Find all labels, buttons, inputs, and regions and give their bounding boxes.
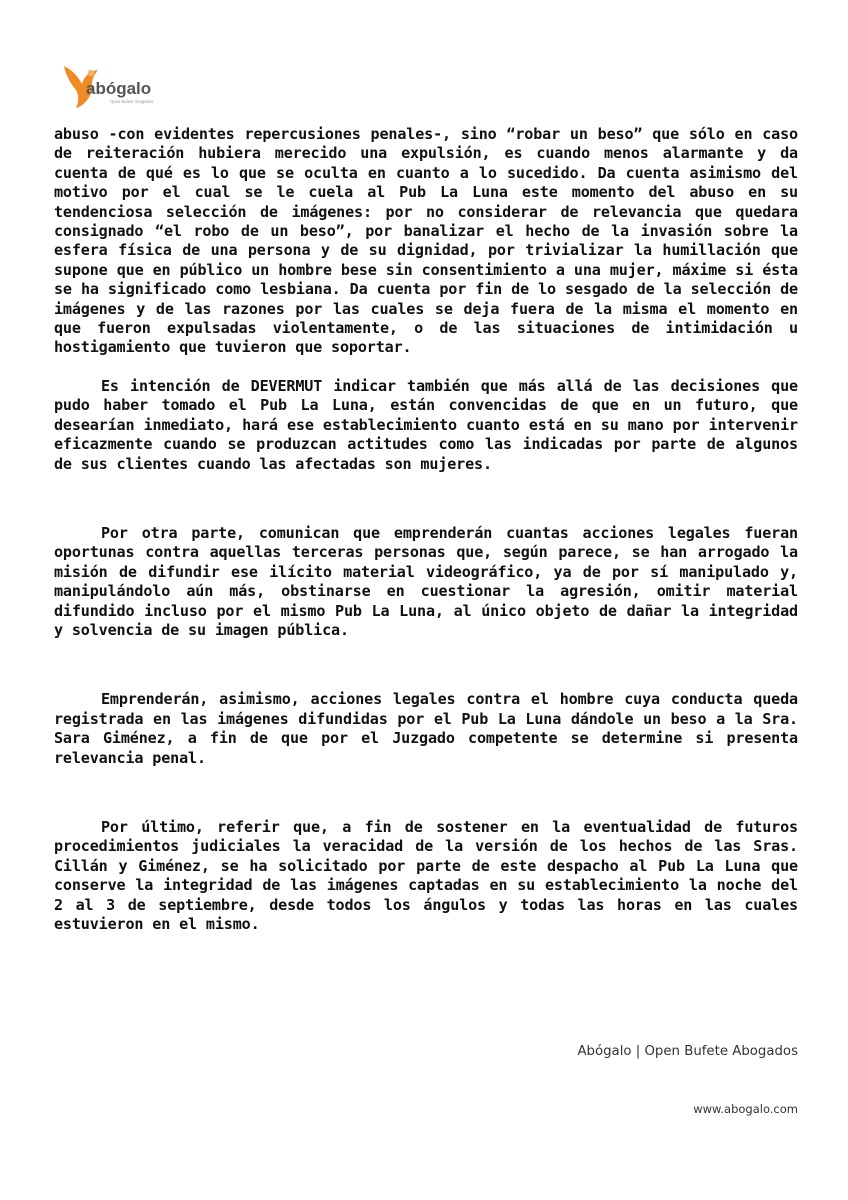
paragraph-2: Es intención de DEVERMUT indicar también que más allá de las decisiones que pudo haber tomado el Pub La Luna, están convencidas de que en un futuro, que desearían inmediato, hará ese establecimiento cuanto está en su mano por intervenir eficazmente cuando se produzcan actitudes como las indicadas por parte de algunos de sus clientes cuando las afectadas son mujeres.	[54, 376, 798, 473]
logo-wordmark: abógalo	[86, 79, 152, 98]
paragraph-4: Emprenderán, asimismo, acciones legales contra el hombre cuya conducta queda registrada en las imágenes difundidas por el Pub La Luna dándole un beso a la Sra. Sara Giménez, a fin de que por el Juzgado competente se determine si presenta relevancia penal.	[54, 690, 798, 767]
paragraph-5: Por último, referir que, a fin de sostener en la eventualidad de futuros procedimientos judiciales la veracidad de la versión de los hechos de las Sras. Cillán y Giménez, se ha solicitado por parte de este despacho al Pub La Luna que conserve la integridad de las imágenes captadas en su establecimiento la noche del 2 al 3 de septiembre, desde todos los ángulos y todas las horas en las cuales estuvieron en el mismo.	[54, 817, 798, 933]
paragraph-3: Por otra parte, comunican que emprenderán cuantas acciones legales fueran oportunas contra aquellas terceras personas que, según parece, se han arrogado la misión de difundir ese ilícito material videográfico, ya de por sí manipulado y, manipulándolo aún más, obstinarse en cuestionar la agresión, omitir material difundido incluso por el mismo Pub La Luna, al único objeto de dañar la integridad y solvencia de su imagen pública.	[54, 523, 798, 639]
paragraph-1: abuso -con evidentes repercusiones penales-, sino “robar un beso” que sólo en caso de reiteración hubiera merecido una expulsión, es cuando menos alarmante y da cuenta de qué es lo que se oculta en cuanto a lo sucedido. Da cuenta asimismo del motivo por el cual se le cuela al Pub La Luna este momento del abuso en su tendenciosa selección de imágenes: por no considerar de relevancia que quedara consignado “el robo de un beso”, por banalizar el hecho de la invasión sobre la esfera física de una persona y de su dignidad, por trivializar la humillación que supone que en público un hombre bese sin consentimiento a una mujer, máxime si ésta se ha significado como lesbiana. Da cuenta por fin de lo sesgado de la selección de imágenes y de las razones por las cuales se deja fuera de la misma el momento en que fueron expulsadas violentamente, o de las situaciones de intimidación u hostigamiento que tuvieron que soportar.	[54, 125, 798, 357]
document-body	[54, 125, 798, 934]
footer-website: www.abogalo.com	[693, 1102, 798, 1116]
brand-logo	[62, 62, 172, 110]
logo-tagline: Open Bufete Abogados	[110, 99, 154, 104]
footer-signature: Abógalo | Open Bufete Abogados	[577, 1044, 798, 1059]
